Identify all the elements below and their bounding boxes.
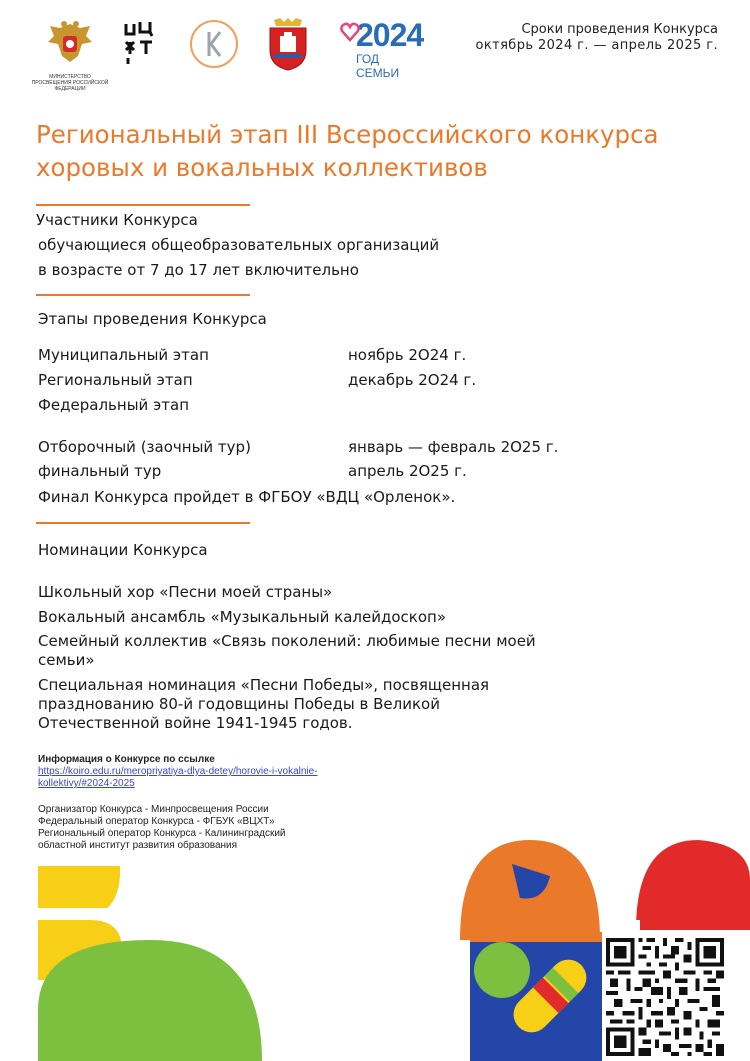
year-subtitle: ГОД СЕМЬИ	[356, 52, 400, 80]
participants-line-2: в возрасте от 7 до 17 лет включительно	[38, 261, 359, 279]
divider	[36, 294, 250, 296]
round-date: апрель 2О25 г.	[348, 462, 467, 480]
participants-heading: Участники Конкурса	[36, 211, 198, 229]
round-date: январь — февраль 2О25 г.	[348, 438, 559, 456]
coat-of-arms-icon	[266, 16, 310, 72]
organizer-line: Федеральный оператор Конкурса - ФГБУК «ВЦХТ»	[38, 816, 275, 827]
organizers-block	[38, 804, 286, 852]
info-heading: Информация о Конкурсе по ссылке	[38, 754, 215, 765]
nomination-item-cont: семьи»	[38, 651, 95, 669]
organizer-line: Региональный оператор Конкурса - Калининградский	[38, 828, 286, 839]
nominations-heading: Номинации Конкурса	[38, 541, 208, 559]
divider	[36, 522, 250, 524]
contest-link-cont[interactable]: kollektivy/#2024-2025	[38, 778, 135, 789]
year-number: 2024	[356, 17, 424, 53]
nomination-item-cont: Отечественной войне 1941-1945 годов.	[38, 714, 353, 732]
divider	[36, 204, 250, 206]
round-name: финальный тур	[38, 462, 162, 480]
dates-line-1: Сроки проведения Конкурса	[521, 22, 718, 37]
qr-code-icon[interactable]	[606, 938, 724, 1056]
green-dome	[38, 940, 262, 1061]
nomination-item: Специальная номинация «Песни Победы», посвященная	[38, 676, 490, 694]
contest-dates	[475, 22, 718, 54]
heart-icon	[340, 22, 360, 42]
stage-name: Региональный этап	[38, 371, 193, 389]
red-dome	[636, 840, 750, 930]
eagle-emblem-icon	[30, 18, 110, 68]
ministry-logo	[30, 18, 110, 92]
final-venue: Финал Конкурса пройдет в ФГБОУ «ВДЦ «Орленок».	[38, 488, 456, 506]
koiro-mark-icon	[188, 18, 240, 70]
title-line-1: Региональный этап III Всероссийского конкурса	[36, 120, 659, 149]
vtskht-logo	[122, 20, 156, 70]
nomination-item: Семейный коллектив «Связь поколений: любимые песни моей	[38, 632, 536, 650]
info-block	[38, 754, 318, 790]
page-title	[36, 118, 726, 184]
organizer-line: Организатор Конкурса - Минпросвещения России	[38, 804, 269, 815]
dates-line-2: октябрь 2024 г. — апрель 2025 г.	[475, 38, 718, 53]
nomination-item-cont: празднованию 80-й годовщины Победы в Великой	[38, 695, 440, 713]
participants-line-1: обучающиеся общеобразовательных организаций	[38, 236, 440, 254]
stage-name: Федеральный этап	[38, 396, 190, 414]
nomination-item: Вокальный ансамбль «Музыкальный калейдоскоп»	[38, 608, 447, 626]
kaliningrad-coat-of-arms	[266, 16, 310, 76]
koiro-logo	[188, 18, 240, 74]
year-of-family-logo	[342, 18, 422, 80]
green-circle	[474, 942, 530, 998]
stage-date: ноябрь 2О24 г.	[348, 346, 467, 364]
white-gap	[600, 920, 640, 930]
stages-heading: Этапы проведения Конкурса	[38, 310, 267, 328]
stage-name: Муниципальный этап	[38, 346, 209, 364]
organizer-line: областной институт развития образования	[38, 840, 238, 851]
ministry-caption: МИНИСТЕРСТВО ПРОСВЕЩЕНИЯ РОССИЙСКОЙ ФЕДЕРАЦИИ	[31, 74, 109, 92]
vtskht-mark-icon	[122, 20, 156, 66]
orange-sliver	[470, 932, 602, 942]
nomination-item: Школьный хор «Песни моей страны»	[38, 583, 333, 601]
white-band	[38, 908, 128, 920]
title-line-2: хоровых и вокальных коллективов	[36, 153, 488, 182]
decor-left	[0, 860, 300, 1061]
contest-link[interactable]: https://koiro.edu.ru/meropriyatiya-dlya-detey/horovie-i-vokalnie-	[38, 766, 318, 777]
stage-date: декабрь 2О24 г.	[348, 371, 477, 389]
round-name: Отборочный (заочный тур)	[38, 438, 251, 456]
